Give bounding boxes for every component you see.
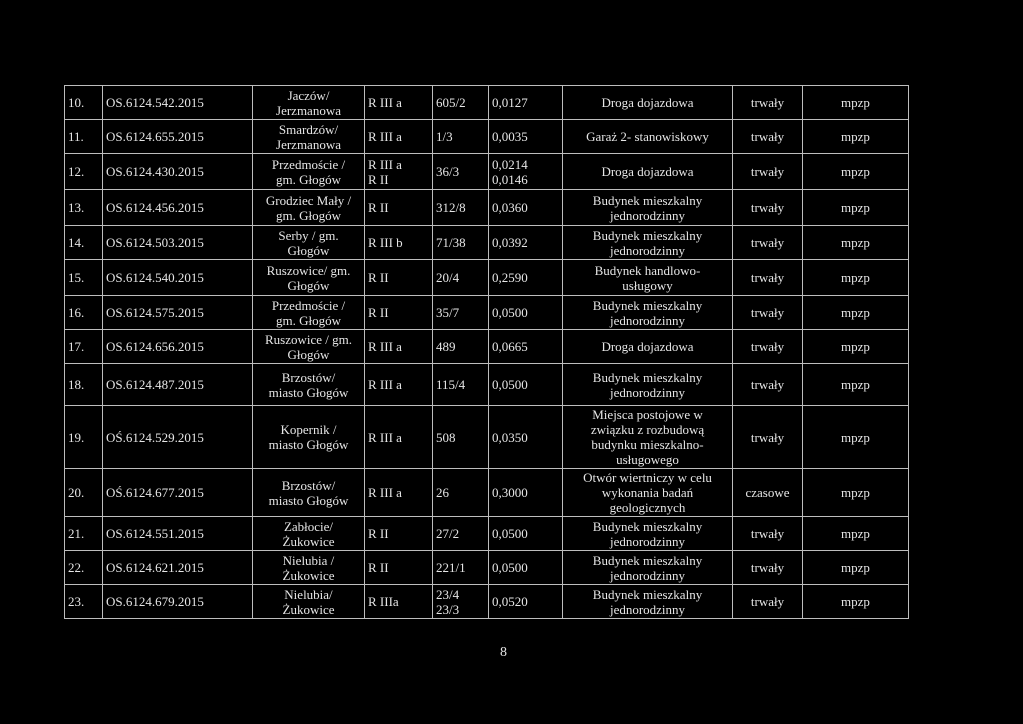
soil-class-cell [365, 551, 433, 585]
table-row [65, 406, 909, 469]
case-number-text: OS.6124.487.2015 [106, 377, 204, 392]
table-row [65, 226, 909, 260]
duration-cell [733, 296, 803, 330]
parcel-number-line: 35/7 [436, 305, 460, 320]
plan-type-text: mpzp [841, 200, 870, 215]
purpose-line: jednorodzinny [609, 384, 686, 400]
plan-type-cell [803, 517, 909, 551]
purpose-cell [563, 296, 733, 330]
duration-cell [733, 190, 803, 226]
purpose-line: usługowy [622, 277, 673, 293]
case-number-cell [103, 585, 253, 619]
table-row [65, 296, 909, 330]
duration-text: trwały [750, 95, 785, 110]
location-line: miasto Głogów [268, 492, 349, 508]
soil-class-cell [365, 260, 433, 296]
location-cell [253, 190, 365, 226]
location-line: Brzostów/ [281, 477, 336, 493]
row-number-text: 14. [68, 235, 85, 250]
location-line: Żukowice [282, 601, 335, 617]
row-number-cell [65, 551, 103, 585]
plan-type-text: mpzp [841, 235, 870, 250]
duration-cell [733, 517, 803, 551]
area-ha-line: 0,0392 [492, 235, 528, 250]
row-number-text: 16. [68, 305, 85, 320]
area-ha-line: 0,0665 [492, 339, 528, 354]
plan-type-cell [803, 190, 909, 226]
row-number-text: 21. [68, 526, 85, 541]
plan-type-text: mpzp [841, 560, 870, 575]
location-cell [253, 260, 365, 296]
plan-type-cell [803, 226, 909, 260]
purpose-line: jednorodzinny [609, 601, 686, 617]
location-line: Jaczów/ [287, 87, 330, 103]
parcel-number-cell [433, 469, 489, 517]
row-number-cell [65, 364, 103, 406]
parcel-number-cell [433, 551, 489, 585]
case-number-cell [103, 154, 253, 190]
purpose-line: Budynek mieszkalny [592, 369, 703, 385]
duration-cell [733, 330, 803, 364]
purpose-line: Garaż 2- stanowiskowy [586, 129, 709, 144]
soil-class-line: R III b [368, 235, 403, 250]
location-line: gm. Głogów [276, 207, 341, 223]
row-number-cell [65, 517, 103, 551]
plan-type-text: mpzp [841, 305, 870, 320]
location-line: Głogów [287, 346, 330, 362]
duration-text: trwały [750, 560, 785, 575]
soil-class-cell [365, 86, 433, 120]
row-number-cell [65, 154, 103, 190]
purpose-line: Budynek mieszkalny [592, 297, 703, 313]
duration-text: trwały [750, 200, 785, 215]
duration-cell [733, 551, 803, 585]
case-number-text: OS.6124.540.2015 [106, 270, 204, 285]
plan-type-cell [803, 585, 909, 619]
row-number-text: 13. [68, 200, 85, 215]
purpose-cell [563, 469, 733, 517]
case-number-cell [103, 469, 253, 517]
location-line: Jerzmanowa [276, 136, 341, 152]
parcel-number-cell [433, 406, 489, 469]
row-number-cell [65, 469, 103, 517]
area-ha-cell [489, 469, 563, 517]
location-cell [253, 517, 365, 551]
table-row [65, 469, 909, 517]
area-ha-line: 0,0350 [492, 429, 528, 445]
table-row [65, 330, 909, 364]
purpose-line: usługowego [616, 452, 679, 467]
row-number-text: 10. [68, 95, 85, 110]
row-number-text: 17. [68, 339, 85, 354]
case-number-text: OS.6124.503.2015 [106, 235, 204, 250]
soil-class-line: R III a [368, 95, 402, 110]
location-cell [253, 364, 365, 406]
area-ha-cell [489, 120, 563, 154]
duration-cell [733, 585, 803, 619]
location-line: Przedmoście / [271, 156, 346, 172]
table-row [65, 86, 909, 120]
purpose-cell [563, 364, 733, 406]
location-line: gm. Głogów [276, 312, 341, 328]
area-ha-line: 0,0500 [492, 377, 528, 392]
purpose-line: jednorodzinny [609, 533, 686, 549]
case-number-cell [103, 120, 253, 154]
row-number-text: 11. [68, 129, 84, 144]
location-cell [253, 296, 365, 330]
location-line: Żukowice [282, 533, 335, 549]
row-number-text: 12. [68, 164, 85, 179]
soil-class-line: R II [368, 171, 389, 187]
purpose-line: Budynek mieszkalny [592, 552, 703, 568]
purpose-line: jednorodzinny [609, 242, 686, 258]
soil-class-cell [365, 364, 433, 406]
location-line: Przedmoście / [271, 297, 346, 313]
table-row [65, 517, 909, 551]
case-number-text: OS.6124.575.2015 [106, 305, 204, 320]
row-number-cell [65, 260, 103, 296]
case-number-cell [103, 86, 253, 120]
case-number-cell [103, 260, 253, 296]
area-ha-line: 0,0035 [492, 129, 528, 144]
case-number-text: OS.6124.621.2015 [106, 560, 204, 575]
row-number-cell [65, 120, 103, 154]
case-number-cell [103, 330, 253, 364]
purpose-line: Budynek handlowo- [594, 262, 701, 278]
duration-cell [733, 120, 803, 154]
duration-cell [733, 86, 803, 120]
purpose-cell [563, 406, 733, 469]
table-row [65, 120, 909, 154]
case-number-cell [103, 551, 253, 585]
location-line: Ruszowice/ gm. [266, 262, 351, 278]
parcel-number-line: 27/2 [436, 526, 460, 541]
plan-type-text: mpzp [841, 377, 870, 392]
purpose-line: Droga dojazdowa [601, 95, 694, 110]
area-ha-line: 0,0500 [492, 560, 528, 575]
case-number-text: OS.6124.679.2015 [106, 594, 204, 609]
purpose-line: Miejsca postojowe w [592, 407, 703, 422]
parcel-number-cell [433, 364, 489, 406]
area-ha-cell [489, 226, 563, 260]
duration-text: trwały [750, 235, 785, 250]
location-cell [253, 551, 365, 585]
parcel-number-cell [433, 296, 489, 330]
plan-type-text: mpzp [841, 339, 870, 354]
parcel-number-line: 23/4 [436, 586, 460, 602]
row-number-cell [65, 296, 103, 330]
duration-cell [733, 260, 803, 296]
location-line: Jerzmanowa [276, 102, 341, 118]
parcel-number-line: 20/4 [436, 270, 460, 285]
row-number-cell [65, 330, 103, 364]
case-number-text: OŚ.6124.677.2015 [106, 485, 204, 500]
plan-type-text: mpzp [841, 594, 870, 609]
location-line: Głogów [287, 242, 330, 258]
area-ha-cell [489, 364, 563, 406]
plan-type-text: mpzp [841, 95, 870, 110]
duration-text: trwały [750, 270, 785, 285]
parcel-number-line: 71/38 [436, 235, 466, 250]
parcel-number-cell [433, 190, 489, 226]
parcel-number-line: 1/3 [436, 129, 453, 144]
area-ha-line: 0,0500 [492, 305, 528, 320]
case-number-cell [103, 406, 253, 469]
duration-cell [733, 226, 803, 260]
purpose-line: Budynek mieszkalny [592, 586, 703, 602]
soil-class-cell [365, 469, 433, 517]
plan-type-cell [803, 406, 909, 469]
purpose-cell [563, 330, 733, 364]
area-ha-line: 0,0127 [492, 95, 528, 110]
location-cell [253, 120, 365, 154]
parcel-number-cell [433, 260, 489, 296]
plan-type-cell [803, 469, 909, 517]
parcel-number-cell [433, 330, 489, 364]
purpose-cell [563, 517, 733, 551]
table-row [65, 585, 909, 619]
case-number-cell [103, 364, 253, 406]
purpose-line: Droga dojazdowa [601, 339, 694, 354]
duration-text: trwały [750, 526, 785, 541]
location-line: Zabłocie/ [283, 518, 334, 534]
purpose-line: jednorodzinny [609, 312, 686, 328]
location-line: Nielubia / [282, 552, 335, 568]
location-line: Nielubia/ [284, 586, 333, 602]
location-line: Kopernik / [280, 422, 337, 437]
purpose-line: Otwór wiertniczy w celu [583, 470, 712, 485]
plan-type-text: mpzp [841, 129, 870, 144]
location-line: Żukowice [282, 567, 335, 583]
parcel-number-line: 508 [436, 429, 456, 445]
table-row [65, 260, 909, 296]
location-cell [253, 154, 365, 190]
area-ha-line: 0,0214 [492, 156, 528, 172]
parcel-number-cell [433, 120, 489, 154]
parcel-number-line: 23/3 [436, 601, 460, 617]
soil-class-line: R II [368, 526, 389, 541]
purpose-line: Budynek mieszkalny [592, 192, 703, 208]
location-line: Brzostów/ [281, 369, 336, 385]
plan-type-text: mpzp [841, 526, 870, 541]
duration-text: trwały [750, 339, 785, 354]
row-number-text: 20. [68, 485, 85, 500]
area-ha-cell [489, 260, 563, 296]
case-number-text: OŚ.6124.529.2015 [106, 429, 204, 445]
case-number-cell [103, 517, 253, 551]
parcel-number-line: 312/8 [436, 200, 466, 215]
parcel-number-line: 115/4 [436, 377, 466, 392]
location-cell [253, 226, 365, 260]
area-ha-cell [489, 551, 563, 585]
page-number: 8 [500, 645, 507, 660]
plan-type-cell [803, 551, 909, 585]
duration-cell [733, 469, 803, 517]
parcel-number-cell [433, 226, 489, 260]
parcel-number-line: 489 [436, 339, 456, 354]
parcel-number-cell [433, 585, 489, 619]
plan-type-cell [803, 154, 909, 190]
purpose-line: związku z rozbudową [590, 422, 705, 437]
soil-class-line: R II [368, 200, 389, 215]
purpose-line: jednorodzinny [609, 567, 686, 583]
land-conversion-table [64, 85, 909, 619]
case-number-text: OS.6124.430.2015 [106, 164, 204, 179]
area-ha-cell [489, 154, 563, 190]
area-ha-cell [489, 86, 563, 120]
case-number-cell [103, 226, 253, 260]
duration-text: trwały [750, 594, 785, 609]
purpose-cell [563, 260, 733, 296]
duration-text: trwały [750, 129, 785, 144]
duration-text: czasowe [745, 485, 790, 500]
location-cell [253, 469, 365, 517]
soil-class-cell [365, 120, 433, 154]
soil-class-line: R II [368, 305, 389, 320]
duration-text: trwały [750, 164, 785, 179]
location-line: Głogów [287, 277, 330, 293]
case-number-text: OS.6124.456.2015 [106, 200, 204, 215]
duration-cell [733, 154, 803, 190]
plan-type-text: mpzp [841, 485, 870, 500]
parcel-number-line: 26 [436, 485, 449, 500]
purpose-cell [563, 86, 733, 120]
location-line: miasto Głogów [268, 437, 349, 452]
plan-type-cell [803, 260, 909, 296]
soil-class-line: R III a [368, 129, 402, 144]
location-line: Smardzów/ [278, 121, 339, 137]
area-ha-line: 0,0500 [492, 526, 528, 541]
duration-text: trwały [750, 429, 785, 445]
purpose-cell [563, 120, 733, 154]
row-number-cell [65, 406, 103, 469]
duration-cell [733, 406, 803, 469]
area-ha-cell [489, 585, 563, 619]
area-ha-line: 0,2590 [492, 270, 528, 285]
soil-class-cell [365, 154, 433, 190]
row-number-text: 22. [68, 560, 85, 575]
purpose-line: Budynek mieszkalny [592, 518, 703, 534]
area-ha-cell [489, 190, 563, 226]
row-number-text: 23. [68, 594, 85, 609]
area-ha-cell [489, 406, 563, 469]
case-number-cell [103, 296, 253, 330]
area-ha-cell [489, 517, 563, 551]
parcel-number-line: 605/2 [436, 95, 466, 110]
case-number-text: OS.6124.655.2015 [106, 129, 204, 144]
soil-class-cell [365, 226, 433, 260]
table-body [65, 86, 909, 619]
soil-class-cell [365, 406, 433, 469]
plan-type-cell [803, 296, 909, 330]
plan-type-text: mpzp [841, 164, 870, 179]
case-number-text: OS.6124.656.2015 [106, 339, 204, 354]
soil-class-line: R III a [368, 156, 402, 172]
location-line: Ruszowice / gm. [264, 331, 352, 347]
purpose-cell [563, 551, 733, 585]
parcel-number-line: 221/1 [436, 560, 466, 575]
soil-class-cell [365, 190, 433, 226]
location-cell [253, 330, 365, 364]
plan-type-text: mpzp [841, 429, 870, 445]
soil-class-line: R III a [368, 485, 402, 500]
area-ha-line: 0,0146 [492, 171, 528, 187]
table-row [65, 364, 909, 406]
purpose-line: geologicznych [609, 500, 686, 515]
soil-class-line: R III a [368, 377, 402, 392]
case-number-cell [103, 190, 253, 226]
duration-text: trwały [750, 377, 785, 392]
purpose-cell [563, 226, 733, 260]
area-ha-line: 0,0520 [492, 594, 528, 609]
location-cell [253, 406, 365, 469]
row-number-cell [65, 226, 103, 260]
purpose-line: jednorodzinny [609, 207, 686, 223]
row-number-text: 19. [68, 429, 85, 445]
row-number-text: 18. [68, 377, 85, 392]
plan-type-text: mpzp [841, 270, 870, 285]
table-row [65, 190, 909, 226]
table-row [65, 551, 909, 585]
purpose-line: Budynek mieszkalny [592, 227, 703, 243]
purpose-cell [563, 190, 733, 226]
soil-class-line: R III a [368, 429, 402, 445]
row-number-cell [65, 585, 103, 619]
plan-type-cell [803, 330, 909, 364]
duration-cell [733, 364, 803, 406]
case-number-text: OS.6124.542.2015 [106, 95, 204, 110]
soil-class-cell [365, 296, 433, 330]
soil-class-line: R IIIa [368, 594, 399, 609]
location-cell [253, 585, 365, 619]
soil-class-line: R II [368, 560, 389, 575]
area-ha-line: 0,3000 [492, 485, 528, 500]
soil-class-cell [365, 517, 433, 551]
location-line: miasto Głogów [268, 384, 349, 400]
soil-class-cell [365, 585, 433, 619]
location-line: Serby / gm. [278, 227, 339, 243]
location-line: Grodziec Mały / [265, 192, 352, 208]
row-number-cell [65, 86, 103, 120]
soil-class-line: R II [368, 270, 389, 285]
purpose-line: budynku mieszkalno- [591, 437, 704, 452]
case-number-text: OS.6124.551.2015 [106, 526, 204, 541]
soil-class-line: R III a [368, 339, 402, 354]
parcel-number-cell [433, 154, 489, 190]
plan-type-cell [803, 86, 909, 120]
area-ha-cell [489, 330, 563, 364]
purpose-cell [563, 154, 733, 190]
table-row [65, 154, 909, 190]
parcel-number-cell [433, 86, 489, 120]
location-line: gm. Głogów [276, 171, 341, 187]
plan-type-cell [803, 120, 909, 154]
purpose-cell [563, 585, 733, 619]
purpose-line: wykonania badań [601, 485, 694, 500]
purpose-line: Droga dojazdowa [601, 164, 694, 179]
row-number-cell [65, 190, 103, 226]
parcel-number-line: 36/3 [436, 164, 460, 179]
area-ha-cell [489, 296, 563, 330]
area-ha-line: 0,0360 [492, 200, 528, 215]
duration-text: trwały [750, 305, 785, 320]
soil-class-cell [365, 330, 433, 364]
location-cell [253, 86, 365, 120]
parcel-number-cell [433, 517, 489, 551]
plan-type-cell [803, 364, 909, 406]
row-number-text: 15. [68, 270, 85, 285]
